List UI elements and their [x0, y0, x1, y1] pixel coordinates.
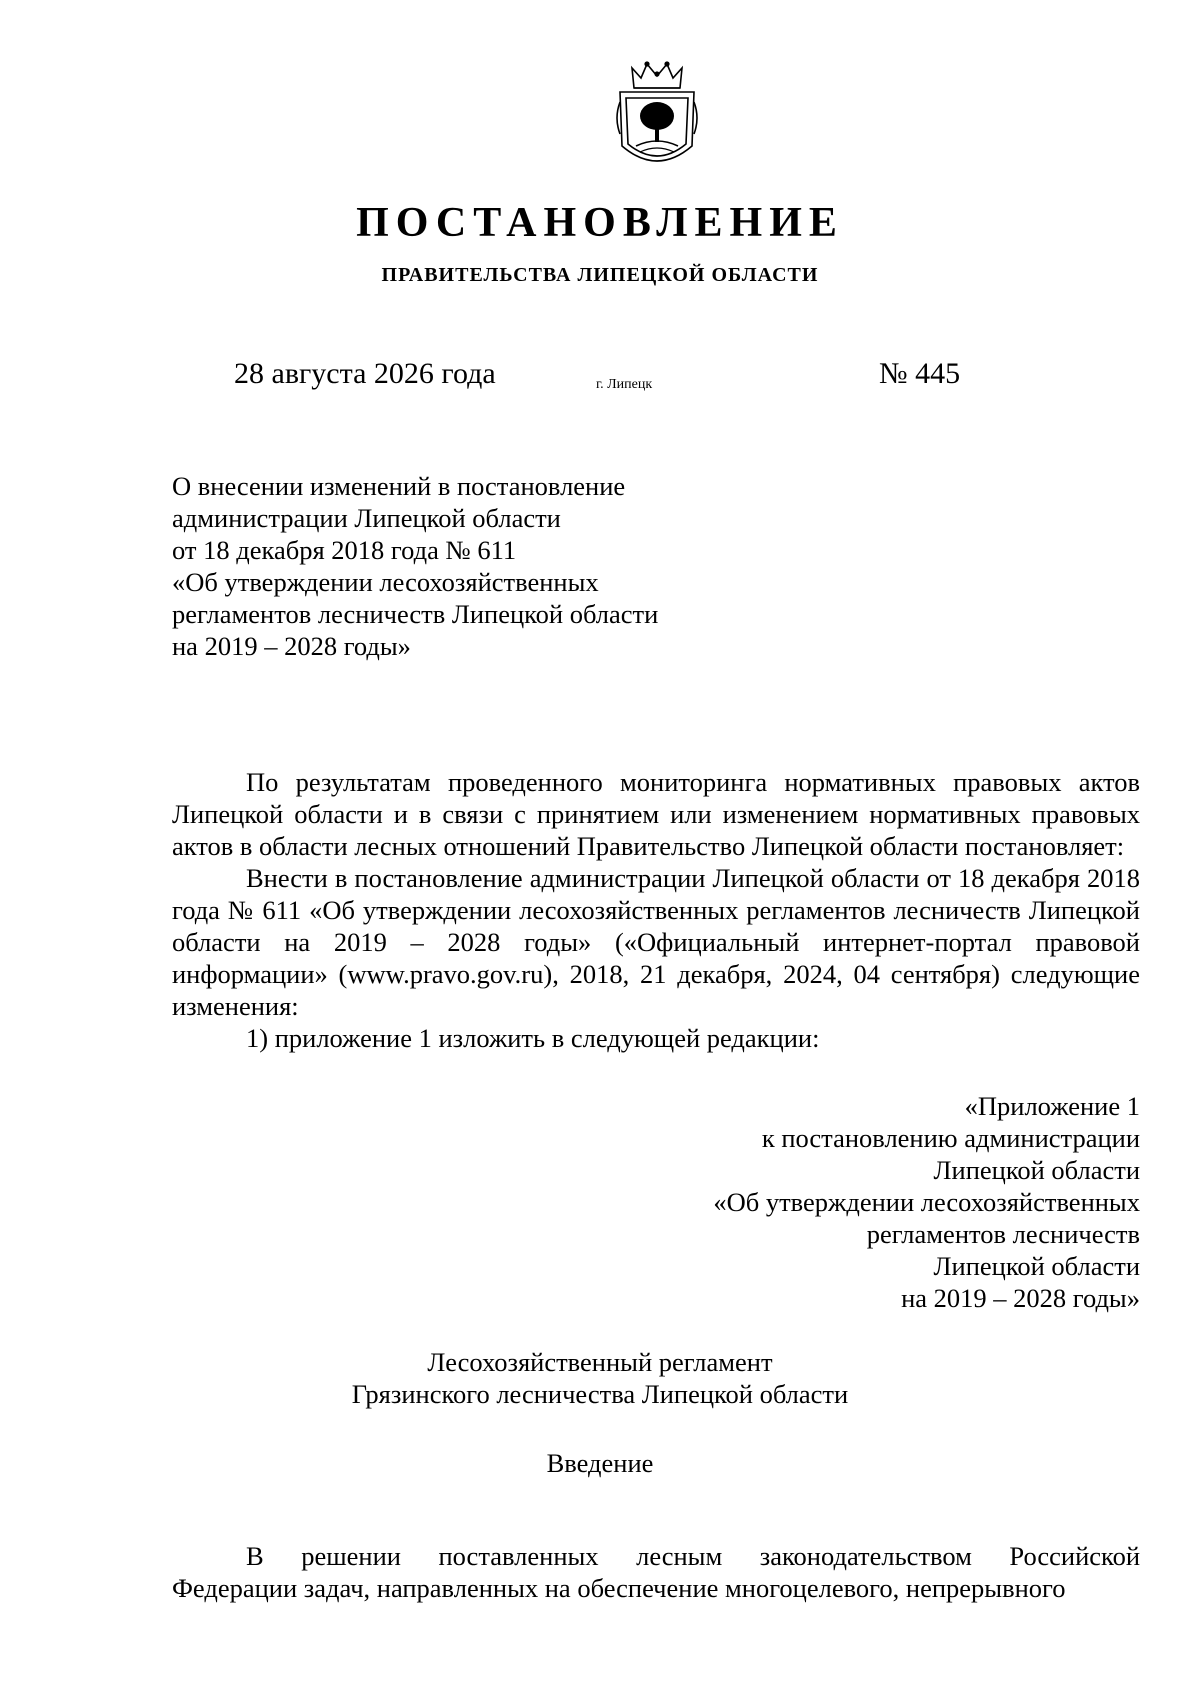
- intro-line: Федерации задач, направленных на обеспечение многоцелевого, непрерывного: [172, 1573, 1066, 1603]
- appendix-line: регламентов лесничеств: [866, 1219, 1140, 1249]
- appendix-line: на 2019 – 2028 годы»: [901, 1283, 1140, 1313]
- section-heading: Введение: [546, 1448, 654, 1478]
- document-subject: [172, 470, 658, 662]
- body-paragraph: Внести в постановление администрации Липецкой области от 18 декабря 2018 года № 611 «Об утверждении лесохозяйственных регламентов лесничеств Липецкой области на 2019 – 2028 годы» («Официальный интернет-портал правовой информации» (www.pravo.gov.ru), 2018, 21 декабря, 2024, 04 сентября) следующие изменения:: [172, 863, 1140, 1021]
- subject-line: «Об утверждении лесохозяйственных: [172, 567, 599, 597]
- body-list-item: 1) приложение 1 изложить в следующей редакции:: [246, 1023, 820, 1053]
- subject-line: администрации Липецкой области: [172, 503, 561, 533]
- subject-line: регламентов лесничеств Липецкой области: [172, 599, 659, 629]
- document-title: ПОСТАНОВЛЕНИЕ: [356, 200, 844, 246]
- document-date: 28 августа 2026 года: [234, 357, 496, 390]
- appendix-line: к постановлению администрации: [761, 1123, 1140, 1153]
- appendix-line: «Об утверждении лесохозяйственных: [713, 1187, 1140, 1217]
- subject-line: О внесении изменений в постановление: [172, 471, 626, 501]
- document-number: № 445: [879, 357, 961, 390]
- regulation-title-line: Грязинского лесничества Липецкой области: [351, 1379, 849, 1409]
- appendix-line: Липецкой области: [933, 1251, 1140, 1281]
- regulation-title-line: Лесохозяйственный регламент: [427, 1347, 773, 1377]
- document-body: [172, 766, 1140, 1054]
- appendix-line: «Приложение 1: [964, 1091, 1140, 1121]
- intro-line: В решении поставленных лесным законодательством Российской: [246, 1541, 1140, 1571]
- appendix-heading: [713, 1090, 1140, 1314]
- body-paragraph: По результатам проведенного мониторинга нормативных правовых актов Липецкой области и в связи с принятием или изменением нормативных правовых актов в области лесных отношений Правительство Липецкой области постановляет:: [172, 767, 1140, 861]
- document-city: г. Липецк: [596, 377, 653, 392]
- appendix-line: Липецкой области: [933, 1155, 1140, 1185]
- subject-line: от 18 декабря 2018 года № 611: [172, 535, 517, 565]
- subject-line: на 2019 – 2028 годы»: [172, 631, 411, 661]
- coat-of-arms-icon: [614, 58, 700, 174]
- regulation-title: [0, 1346, 1200, 1410]
- document-subtitle: ПРАВИТЕЛЬСТВА ЛИПЕЦКОЙ ОБЛАСТИ: [381, 264, 819, 286]
- regulation-intro: [172, 1540, 1140, 1604]
